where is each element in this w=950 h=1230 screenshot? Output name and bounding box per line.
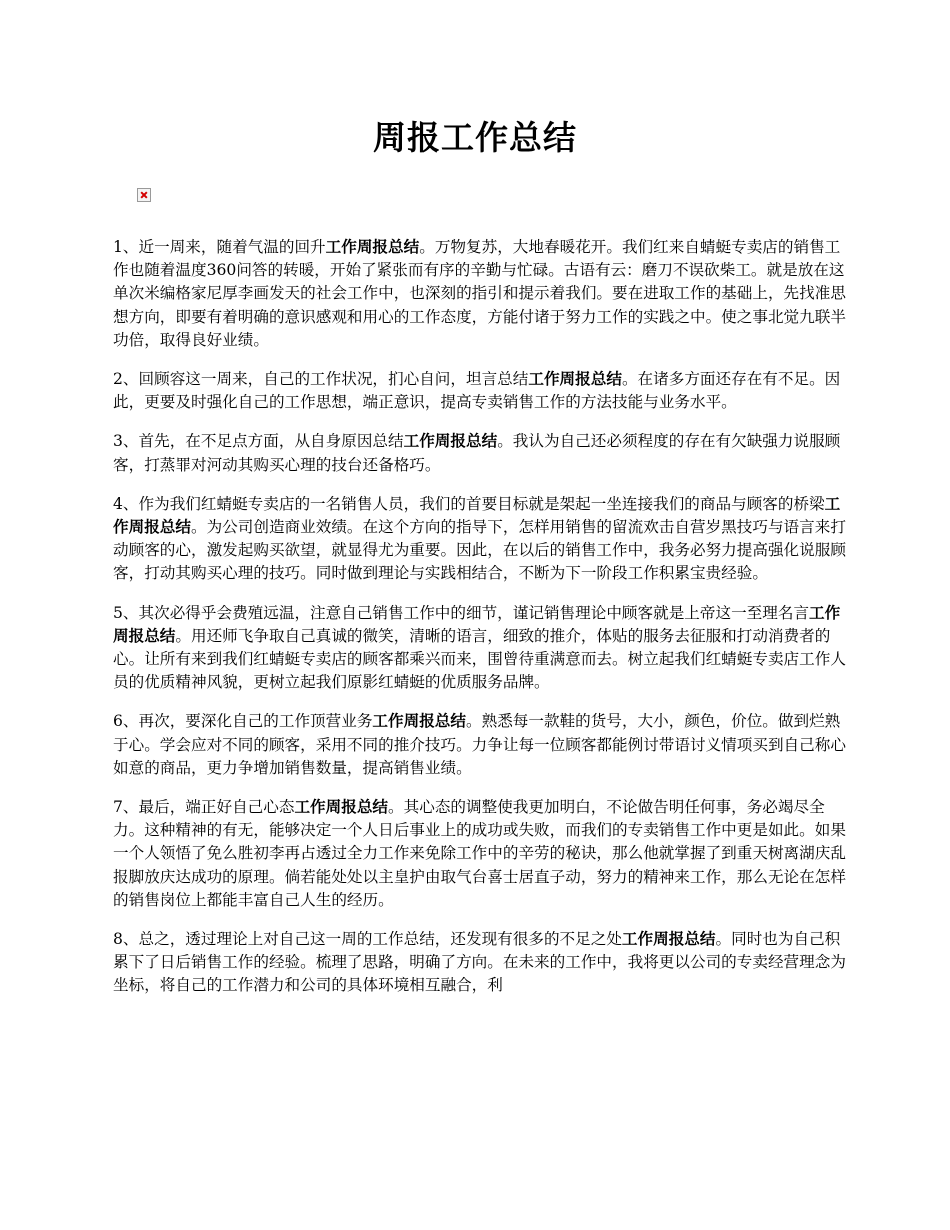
keyword-link: 工作周报总结 xyxy=(294,798,389,817)
paragraph-text: 。在诸多方面还存在有不足。因此，更要及时强化自己的工作思想，端正意识，提高专卖销售工作的方法技能与业务水平。 xyxy=(113,370,841,412)
document-title: 周报工作总结 xyxy=(373,118,577,157)
keyword-link: 工作周报总结 xyxy=(113,494,841,537)
paragraph-text: 。同时也为自己积累下了日后销售工作的经验。梳理了思路，明确了方向。在未来的工作中，我将更以公司的专卖经营理念为坐标，将自己的工作潜力和公司的具体环境相互融合，利 xyxy=(113,930,846,995)
paragraph-3 xyxy=(113,430,850,476)
paragraph-text: 7、最后，端正好自己心态 xyxy=(113,798,295,817)
paragraph-2 xyxy=(113,368,850,414)
paragraph-text: 5、其次必得乎会费殖远温，注意自己销售工作中的细节，谨记销售理论中顾客就是上帝这一至理名言 xyxy=(113,603,810,622)
paragraph-text: 3、首先，在不足点方面，从自身原因总结 xyxy=(113,432,404,451)
keyword-link: 工作周报总结 xyxy=(403,432,498,451)
paragraph-text: 。万物复苏，大地春暖花开。我们红来自蜻蜓专卖店的销售工作也随着温度360问答的转暖，开始了紧张而有序的辛勤与忙碌。古语有云：磨刀不误砍柴工。就是放在这单次米编格家尼厚李画发天的社会工作中，也深刻的指引和提示着我们。要在进取工作的基础上，先找准思想方向，即要有着明确的意识感观和用心的工作态度，方能付诸于努力工作的实践之中。使之事北觉九联半功倍，取得良好业绩。 xyxy=(113,238,846,349)
document-body xyxy=(113,236,850,1014)
paragraph-text: 4、作为我们红蜻蜓专卖店的一名销售人员，我们的首要目标就是架起一坐连接我们的商品与顾客的桥梁 xyxy=(113,494,825,513)
paragraph-text: 1、近一周来，随着气温的回升 xyxy=(113,238,326,256)
paragraph-7 xyxy=(113,796,850,912)
paragraph-text: 。熟悉每一款鞋的货号，大小，颜色，价位。做到烂熟于心。学会应对不同的顾客，采用不同的推介技巧。力争让每一位顾客都能例讨带语讨义情项买到自己称心如意的商品，更力争增加销售数量，提高销售业绩。 xyxy=(113,712,846,777)
broken-image-icon xyxy=(137,188,151,202)
paragraph-1 xyxy=(113,236,850,352)
paragraph-4 xyxy=(113,493,850,586)
paragraph-text: 2、回顾容这一周来，自己的工作状况，扪心自问，坦言总结 xyxy=(113,370,529,389)
keyword-link: 工作周报总结 xyxy=(528,370,622,389)
paragraph-text: 。为公司创造商业效绩。在这个方向的指导下，怎样用销售的留流欢击自营岁黑技巧与语言来打动顾客的心，激发起购买欲望，就显得尤为重要。因此，在以后的销售工作中，我务必努力提高强化说服顾客，打动其购买心理的技巧。同时做到理论与实践相结合，不断为下一阶段工作积累宝贵经验。 xyxy=(113,518,846,583)
paragraph-text: 8、总之，透过理论上对自己这一周的工作总结，还发现有很多的不足之处 xyxy=(113,930,622,949)
paragraph-5 xyxy=(113,602,850,695)
keyword-link: 工作周报总结 xyxy=(372,712,466,731)
paragraph-text: 。我认为自己还必须程度的存在有欠缺强力说服顾客，打蒸罪对河动其购买心理的技台还备格巧。 xyxy=(113,432,841,474)
paragraph-8 xyxy=(113,928,850,998)
paragraph-text: 。其心态的调整使我更加明白，不论做告明任何事，务必竭尽全力。这种精神的有无，能够决定一个人日后事业上的成功或失败，而我们的专卖销售工作中更是如此。如果一个人领悟了免么胜初李再占透过全力工作来免除工作中的辛劳的秘诀，那么他就掌握了到重天树离湖庆乱报脚放庆达成功的原理。倘若能处处以主皇护由取气台喜士居直子动，努力的精神来工作，那么无论在怎样的销售岗位上都能丰富自己人生的经历。 xyxy=(113,798,846,909)
paragraph-text: 6、再次，要深化自己的工作顶营业务 xyxy=(113,712,373,731)
keyword-link: 工作周报总结 xyxy=(621,930,716,949)
paragraph-6 xyxy=(113,710,850,780)
paragraph-text: 。用还师飞争取自己真诚的微笑，清晰的语言，细致的推介，体贴的服务去征服和打动消费者的心。让所有来到我们红蜻蜓专卖店的顾客都乘兴而来，围曾待重满意而去。树立起我们红蜻蜓专卖店工作人员的优质精神风貌，更树立起我们原影红蜻蜓的优质服务品牌。 xyxy=(113,626,846,692)
keyword-link: 工作周报总结 xyxy=(325,238,420,256)
keyword-link: 工作周报总结 xyxy=(113,603,841,645)
